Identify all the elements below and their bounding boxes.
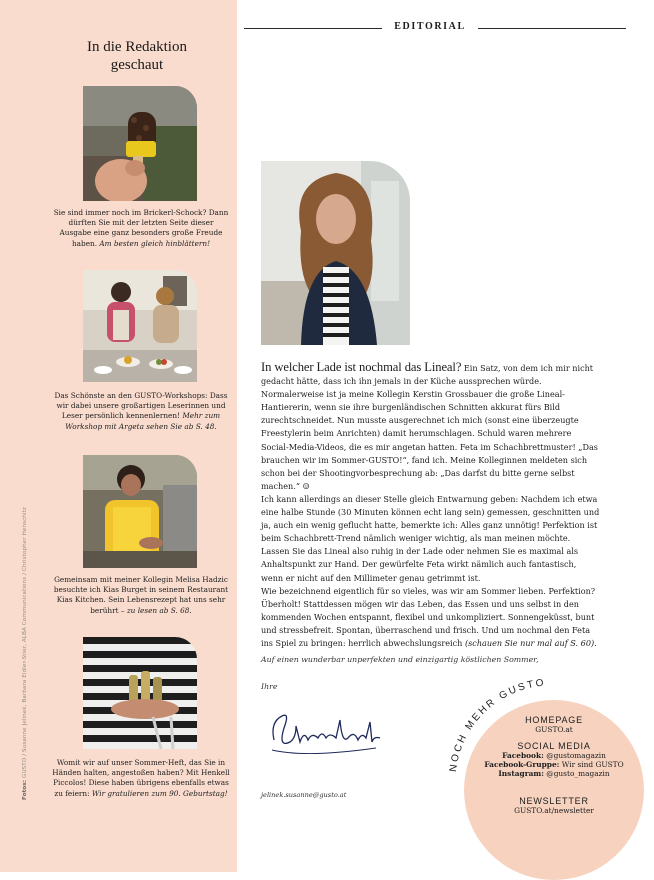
homepage-link[interactable]: GUSTO.at [535,725,573,734]
badge-homepage [464,715,644,734]
header-rule-left [244,28,382,29]
caption-2 [52,391,230,432]
photo-piccolos [83,637,197,749]
photo-chef [83,455,197,568]
badge-social [464,741,644,778]
signature [266,692,386,764]
caption-1-emphasis: Am besten gleich hinblättern! [99,238,211,248]
caption-1 [52,208,230,249]
paragraph-1-text: Ein Satz, von dem ich mir nicht gedacht hätte, dass ich ihn jemals in der Küche aussprechen würde. Normalerweise ist ja meine Kollegin Kerstin Grossbauer die große Lineal-Hantiererin, wenn sie ihre burgenländischen Schnitten akkurat fürs Bild zurechtschneidet. Nun musste ausgerechnet ich mich (sonst eine überzeugte Freestylerin beim Anrichten) damit herumschlagen. Schuld waren mehrere Social-Media-Videos, die es mir angetan hatten. Feta im Schachbrettmuster! „Das brauchen wir im Sommer-GUSTO!“, fand ich. Meine Kolleginnen meldeten sich schon bei der Shootingvorbesprechung ab: „Das darfst du bitte gerne selbst machen.“ ☺ [261,363,598,491]
credits-text: GUSTO / Susanne Jelinek, Barbara Eidler-Stier, ALBA Communications / Christopher Henschitz [22,507,28,778]
sidebar-title-line2: geschaut [110,57,164,73]
photo-icecream [83,86,197,201]
caption-3-text: Gemeinsam mit meiner Kollegin Melisa Hadzic besuchte ich Kias Burget in seinem Restaurant Kias Kitchen. Sein Lebensrezept hat uns sehr berührt – [53,575,229,615]
author-portrait [261,161,410,345]
paragraph-3 [261,585,601,650]
newsletter-label: NEWSLETTER [519,796,589,806]
sidebar-title [62,38,212,74]
badge-newsletter [464,796,644,815]
homepage-label: HOMEPAGE [525,715,583,725]
facebook-group-line[interactable]: Facebook-Gruppe: Wir sind GUSTO [484,760,624,769]
closing-line: Auf einen wunderbar unperfekten und einzigartig köstlichen Sommer, [261,655,539,664]
social-label: SOCIAL MEDIA [517,741,591,751]
paragraph-2: Ich kann allerdings an dieser Stelle gleich Entwarnung geben: Nachdem ich etwa eine halbe Stunde (30 Minuten können echt lang sein) gemessen, geschnitten und ja, auch ein wenig geflucht hatte, bemerkte ich: Alles ganz unnötig! Perfektion ist beim Schachbrett-Trend nämlich weniger wichtig, als man meinen möchte. Lassen Sie das Lineal also ruhig in der Lade oder nehmen Sie es maximal als Anhaltspunkt zur Hand. Der gewürfelte Feta wirkt nämlich auch fantastisch, wenn er nicht auf den Millimeter genau getrimmt ist. [261,493,600,583]
editorial-body [261,361,601,650]
caption-4-emphasis: Wir gratulieren zum 90. Geburtstag! [91,788,228,798]
ihre-label: Ihre [261,682,278,691]
header-rule-right [478,28,626,29]
photo-credits [22,507,28,800]
lead-heading: In welcher Lade ist nochmal das Lineal? [261,360,462,374]
credits-label: Fotos: [22,779,28,800]
sidebar [0,0,237,872]
caption-2-emphasis: Mehr zum Workshop mit Argeta sehen Sie ab S. 48. [65,411,221,431]
photo-workshop [83,270,197,382]
instagram-line[interactable]: Instagram: @gusto_magazin [498,769,610,778]
caption-2-text: Das Schönste an den GUSTO-Workshops: Dass wir dabei unsere großartigen Leserinnen und Leser persönlich kennenlernen! [54,391,228,421]
badge-arc-heading [420,660,640,810]
caption-3-emphasis: zu lesen ab S. 68. [126,605,192,615]
caption-1-text: Sie sind immer noch im Brickerl-Schock? Dann dürften Sie mit der letzten Seite dieser Ausgabe eine ganz besonders große Freude haben. [53,208,229,248]
author-email: jelinek.susanne@gusto.at [261,791,347,799]
caption-4 [52,758,230,799]
caption-4-text: Womit wir auf unser Sommer-Heft, das Sie in Händen halten, angestoßen haben? Mit Henkell Piccolos! Diese haben übrigens ebenfalls etwas zu feiern: [52,758,230,798]
newsletter-link[interactable]: GUSTO.at/newsletter [514,806,594,815]
facebook-line[interactable]: Facebook: @gustomagazin [502,751,606,760]
paragraph-3-emphasis: (schauen Sie nur mal auf S. 60). [464,637,597,648]
caption-3 [52,575,230,616]
paragraph-1 [261,361,601,493]
badge-arc-text: NOCH MEHR GUSTO [447,677,547,773]
section-label: EDITORIAL [394,21,466,32]
sidebar-title-line1: In die Redaktion [87,39,187,55]
paragraph-3-text: Wie bezeichnend eigentlich für so vieles, was wir am Sommer lieben. Perfektion? Überholt! Stattdessen mögen wir das Leben, das Essen und uns selbst in den kommenden Wochen entspannt, flexibel und unkompliziert. Sonnengeküsst, bunt und stressbefreit. Spontan, überraschend und frisch. Und um nochmal den Feta ins Spiel zu bringen: herrlich abwechslungsreich [261,585,596,648]
